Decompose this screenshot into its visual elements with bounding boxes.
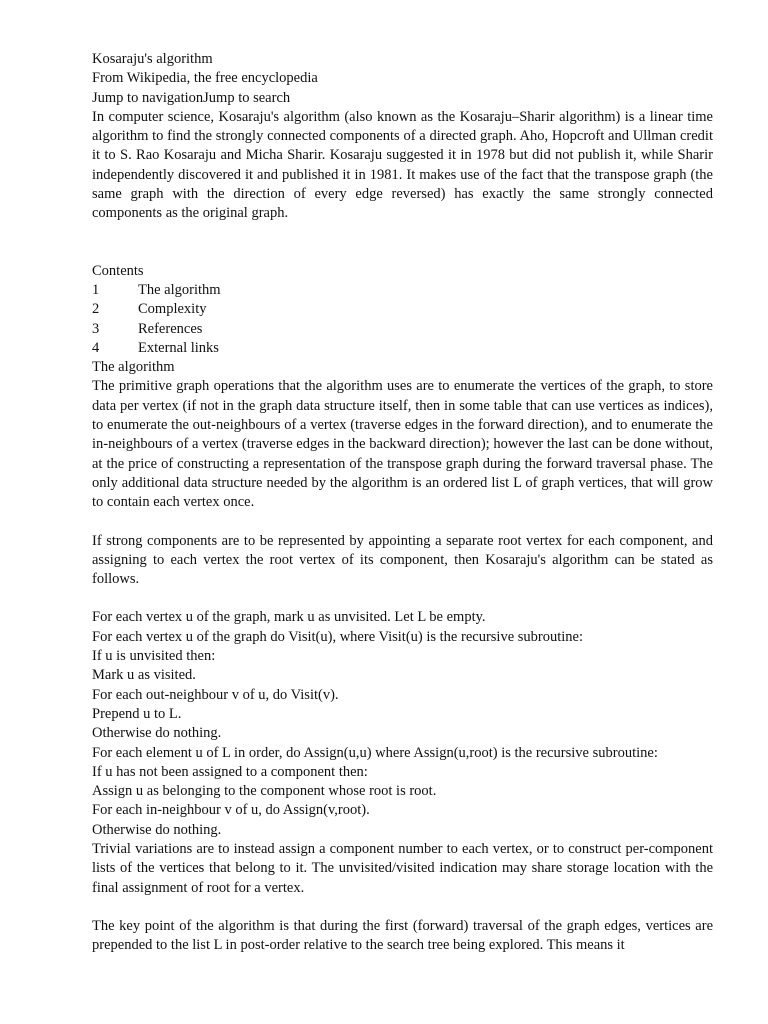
article-title: Kosaraju's algorithm	[92, 51, 213, 67]
source-line: From Wikipedia, the free encyclopedia	[92, 70, 318, 87]
step-line: Otherwise do nothing.	[92, 821, 222, 838]
step-line: If u is unvisited then:	[92, 648, 216, 665]
step-line: Otherwise do nothing.	[92, 725, 222, 742]
toc-item-1	[92, 281, 713, 300]
contents-heading: Contents	[92, 262, 144, 279]
step-line: For each out-neighbour v of u, do Visit(v).	[92, 686, 339, 703]
algorithm-paragraph-2: If strong components are to be represented by appointing a separate root vertex for each component, and assigning to each vertex the root vertex of its component, then Kosaraju's algorithm can be stated as follows.	[92, 532, 713, 588]
intro-paragraph: In computer science, Kosaraju's algorithm (also known as the Kosaraju–Sharir algorithm) is a linear time algorithm to find the strongly connected components of a directed graph. Aho, Hopcroft and Ullman credit it to S. Rao Kosaraju and Micha Sharir. Kosaraju suggested it in 1978 but did not publish it, while Sharir independently discovered it and published it in 1981. It makes use of the fact that the transpose graph (the same graph with the direction of every edge reversed) has exactly the same strongly connected components as the original graph.	[92, 108, 713, 222]
step-line: If u has not been assigned to a component then:	[92, 763, 368, 780]
toc-item-4	[92, 339, 713, 358]
toc-item-2	[92, 300, 713, 319]
spacer	[92, 898, 713, 917]
toc-item-3	[92, 320, 713, 339]
spacer	[92, 589, 713, 608]
spacer	[92, 224, 713, 262]
step-line: Prepend u to L.	[92, 705, 182, 722]
toc-number: 1	[92, 281, 100, 298]
document-page	[92, 50, 713, 955]
step-line: For each element u of L in order, do Assign(u,u) where Assign(u,root) is the recursive subroutine:	[92, 744, 658, 761]
toc-number: 2	[92, 301, 100, 318]
step-line: For each in-neighbour v of u, do Assign(v,root).	[92, 802, 370, 819]
toc-number: 3	[92, 320, 100, 337]
jump-links: Jump to navigationJump to search	[92, 89, 291, 106]
toc-label: References	[138, 320, 203, 337]
variations-paragraph: Trivial variations are to instead assign a component number to each vertex, or to construct per-component lists of the vertices that belong to it. The unvisited/visited indication may share storage location with the final assignment of root for a vertex.	[92, 840, 713, 896]
step-line: For each vertex u of the graph do Visit(u), where Visit(u) is the recursive subroutine:	[92, 628, 583, 645]
toc-label: The algorithm	[138, 281, 221, 298]
toc-number: 4	[92, 339, 100, 356]
spacer	[92, 513, 713, 532]
key-point-paragraph: The key point of the algorithm is that during the first (forward) traversal of the graph edges, vertices are prepended to the list L in post-order relative to the search tree being explored. This means it	[92, 917, 713, 954]
section-heading: The algorithm	[92, 359, 175, 376]
toc-label: Complexity	[138, 301, 207, 318]
algorithm-paragraph-1: The primitive graph operations that the algorithm uses are to enumerate the vertices of the graph, to store data per vertex (if not in the graph data structure itself, then in some table that can use vertices as indices), to enumerate the out-neighbours of a vertex (traverse edges in the forward direction), and to enumerate the in-neighbours of a vertex (traverse edges in the backward direction); however the last can be done without, at the price of constructing a representation of the transpose graph during the forward traversal phase. The only additional data structure needed by the algorithm is an ordered list L of graph vertices, that will grow to contain each vertex once.	[92, 378, 713, 511]
step-line: Assign u as belonging to the component whose root is root.	[92, 783, 437, 800]
step-line: For each vertex u of the graph, mark u as unvisited. Let L be empty.	[92, 609, 486, 626]
toc-label: External links	[138, 339, 219, 356]
step-line: Mark u as visited.	[92, 667, 196, 684]
